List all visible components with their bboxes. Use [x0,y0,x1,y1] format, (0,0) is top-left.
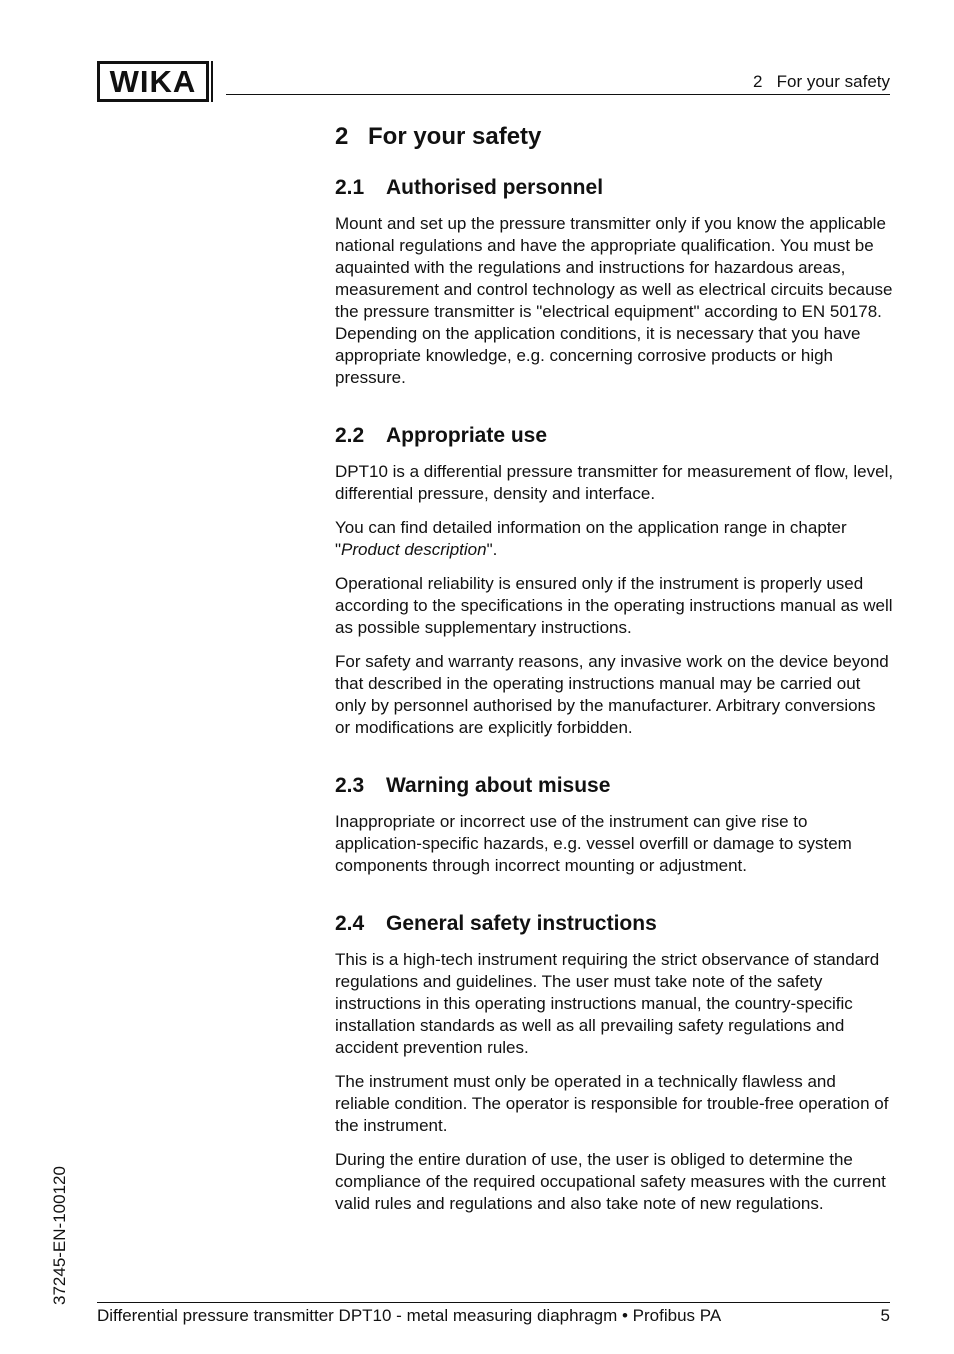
footer-rule [97,1302,890,1303]
section-general-safety-instructions [335,909,895,1215]
section-appropriate-use [335,421,895,739]
chapter-reference: Product description [341,540,487,559]
footer-title: Differential pressure transmitter DPT10 - metal measuring diaphragm • Profibus PA [97,1306,722,1325]
section-heading [335,173,895,203]
section-authorised-personnel [335,173,895,389]
page-number: 5 [880,1306,890,1325]
document-code: 37245-EN-100120 [50,1166,69,1305]
logo-bar-thin [211,61,213,102]
paragraph: The instrument must only be operated in a technically flawless and reliable condition. The operator is responsible for trouble-free operation of the instrument. [335,1072,889,1135]
paragraph: This is a high-tech instrument requiring the strict observance of standard regulations and guidelines. The user must take note of the safety instructions in this operating instructions manual, the country-specific installation standards as well as all prevailing safety regulations and accident prevention rules. [335,950,880,1057]
section-title: Appropriate use [386,424,548,447]
section-title: Warning about misuse [386,774,611,797]
section-warning-about-misuse [335,771,895,877]
wika-logo [97,61,206,102]
header-rule [226,94,890,95]
section-heading [335,421,895,451]
paragraph: During the entire duration of use, the user is obliged to determine the compliance of the required occupational safety measures with the current valid rules and regulations and also take note of new regulations. [335,1150,886,1213]
paragraph: DPT10 is a differential pressure transmitter for measurement of flow, level, differential pressure, density and interface. [335,462,894,503]
main-content [335,120,895,1247]
section-number: 2.1 [335,176,365,199]
section-title: General safety instructions [386,912,657,935]
section-number: 2.2 [335,424,365,447]
logo-bar [206,61,209,102]
paragraph-chapter-reference: You can find detailed information on the application range in chapter "Product description". [335,518,847,559]
section-number: 2.4 [335,912,365,935]
paragraph: Inappropriate or incorrect use of the instrument can give rise to application-specific hazards, e.g. vessel overfill or damage to system components through incorrect mounting or adjustment. [335,812,852,875]
reference-lead: You can find detailed information on the application range in chapter [335,518,847,537]
paragraph: For safety and warranty reasons, any invasive work on the device beyond that described in the operating instructions manual may be carried out only by personnel authorised by the manufacturer. Arbitrary conversions or modifications are explicitly forbidden. [335,652,889,737]
paragraph: Operational reliability is ensured only if the instrument is properly used according to the specifications in the operating instructions manual as well as possible supplementary instructions. [335,574,893,637]
running-header: 2 For your safety [753,72,890,91]
section-heading [335,771,895,801]
chapter-title: For your safety [368,123,542,150]
section-title: Authorised personnel [386,176,604,199]
chapter-number: 2 [335,123,349,150]
chapter-heading [335,120,895,154]
paragraph: Mount and set up the pressure transmitter only if you know the applicable national regulations and have the appropriate qualification. You must be aquainted with the regulations and instructions for hazardous areas, measurement and control technology as well as electrical circuits because the pressure transmitter is "electrical equipment" according to EN 50178. Depending on the application conditions, it is necessary that you have appropriate knowledge, e.g. concerning corrosive products or high pressure. [335,214,893,387]
logo-text: WIKA [109,64,197,99]
section-heading [335,909,895,939]
section-number: 2.3 [335,774,365,797]
